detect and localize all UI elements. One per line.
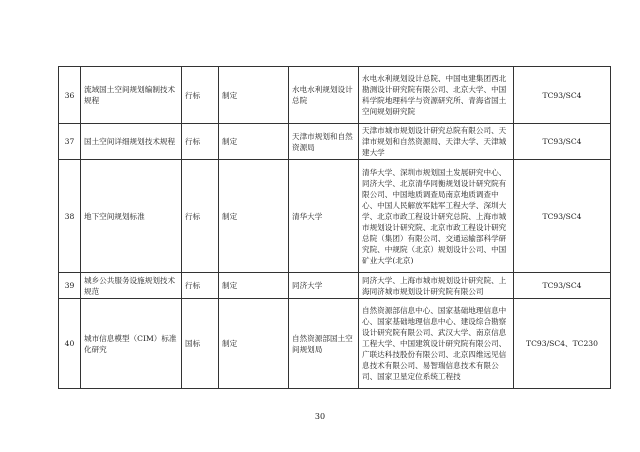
table-row bbox=[59, 124, 611, 160]
lead-unit: 天津市规划和自然资源局 bbox=[289, 124, 359, 160]
technical-committee: TC93/SC4 bbox=[514, 67, 611, 124]
participating-units: 同济大学、上海市城市规划设计研究院、上海同济城市规划设计研究院有限公司 bbox=[359, 273, 514, 299]
standard-type: 行标 bbox=[182, 67, 219, 124]
participating-units: 清华大学、深圳市规划国土发展研究中心、同济大学、北京清华同衡规划设计研究院有限公司、中国地质调查局南京地质调查中心、中国人民解放军陆军工程大学、深圳大学、北京市政工程设计研究总院、上海市城市规划设计研究院、北京市政工程设计研究总院（集团）有限公司、交通运输部科学研究院、中规院（北京）规划设计公司、中国矿业大学(北京) bbox=[359, 160, 514, 273]
row-number: 36 bbox=[59, 67, 81, 124]
standard-name: 城市信息模型（CIM）标准化研究 bbox=[81, 299, 182, 389]
standards-table bbox=[58, 66, 611, 389]
table-row bbox=[59, 160, 611, 273]
lead-unit: 同济大学 bbox=[289, 273, 359, 299]
revision-mode: 制定 bbox=[219, 160, 289, 273]
technical-committee: TC93/SC4 bbox=[514, 124, 611, 160]
row-number: 39 bbox=[59, 273, 81, 299]
row-number: 37 bbox=[59, 124, 81, 160]
lead-unit: 自然资源部国土空间规划局 bbox=[289, 299, 359, 389]
page-number: 30 bbox=[314, 412, 326, 421]
standard-name: 流域国土空间规划编制技术规程 bbox=[81, 67, 182, 124]
table-row bbox=[59, 299, 611, 389]
standard-type: 国标 bbox=[182, 299, 219, 389]
revision-mode: 制定 bbox=[219, 67, 289, 124]
technical-committee: TC93/SC4 bbox=[514, 273, 611, 299]
lead-unit: 清华大学 bbox=[289, 160, 359, 273]
technical-committee: TC93/SC4、TC230 bbox=[514, 299, 611, 389]
standard-type: 行标 bbox=[182, 160, 219, 273]
technical-committee: TC93/SC4 bbox=[514, 160, 611, 273]
participating-units: 自然资源部信息中心、国家基础地理信息中心、国家基础地理信息中心、建设综合勘察设计研究院有限公司、武汉大学、南京信息工程大学、中国建筑设计研究院有限公司、广联达科技股份有限公司、北京四维远见信息技术有限公司、易智瑞信息技术有限公司、国家卫星定位系统工程技 bbox=[359, 299, 514, 389]
standard-name: 城乡公共服务设施规划技术规范 bbox=[81, 273, 182, 299]
lead-unit: 水电水利规划设计总院 bbox=[289, 67, 359, 124]
table-row bbox=[59, 67, 611, 124]
revision-mode: 制定 bbox=[219, 273, 289, 299]
standard-type: 行标 bbox=[182, 124, 219, 160]
participating-units: 水电水利规划设计总院、中国电建集团西北勘测设计研究院有限公司、北京大学、中国科学院地理科学与资源研究所、青海省国土空间规划研究院 bbox=[359, 67, 514, 124]
table-row bbox=[59, 273, 611, 299]
standard-type: 行标 bbox=[182, 273, 219, 299]
row-number: 38 bbox=[59, 160, 81, 273]
revision-mode: 制定 bbox=[219, 299, 289, 389]
participating-units: 天津市城市规划设计研究总院有限公司、天津市规划和自然资源局、天津大学、天津城建大学 bbox=[359, 124, 514, 160]
revision-mode: 制定 bbox=[219, 124, 289, 160]
standard-name: 地下空间规划标准 bbox=[81, 160, 182, 273]
standard-name: 国土空间详细规划技术规程 bbox=[81, 124, 182, 160]
row-number: 40 bbox=[59, 299, 81, 389]
